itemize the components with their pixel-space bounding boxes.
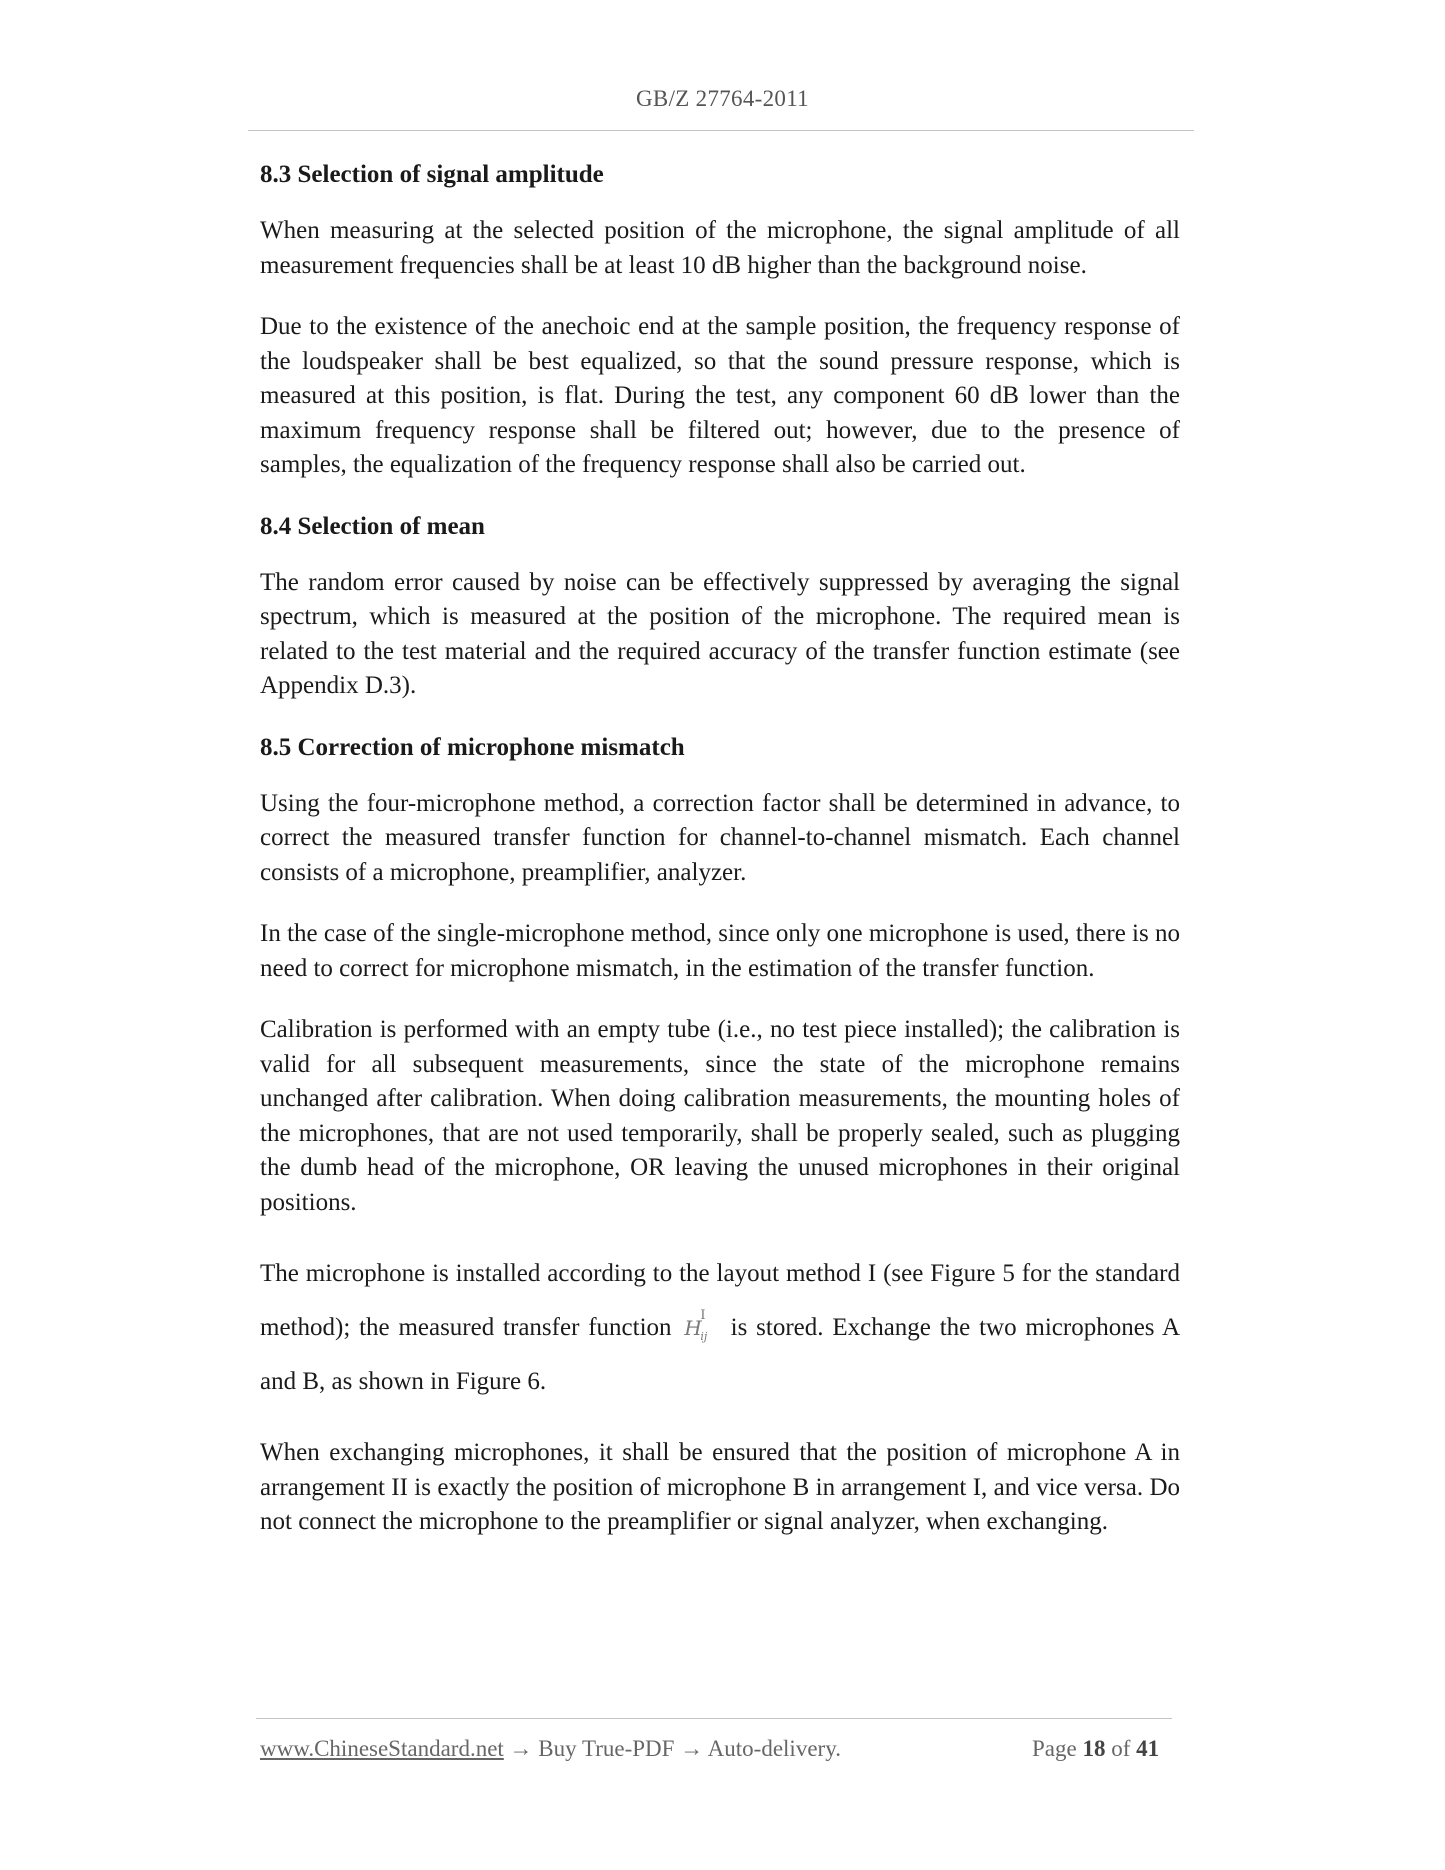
section-8-5-paragraph-5: When exchanging microphones, it shall be ensured that the position of microphone A in arrangement II is exactly the position of microphone B in arrangement I, and vice versa. Do not connect the microphone to the preamplifier or signal analyzer, when exchanging. [260, 1439, 1180, 1535]
buy-text: Buy True-PDF [538, 1736, 675, 1761]
header-divider [248, 130, 1194, 131]
site-link[interactable]: www.ChineseStandard.net [260, 1736, 504, 1761]
arrow-icon: → [509, 1736, 533, 1761]
section-8-4-heading: 8.4 Selection of mean [260, 512, 485, 540]
footer-promo [260, 1736, 841, 1762]
section-8-3-paragraph-1: When measuring at the selected position of the microphone, the signal amplitude of all measurement frequencies shall be at least 10 dB higher than the background noise. [260, 217, 1180, 279]
document-body [260, 158, 1180, 1567]
page-number [1032, 1736, 1159, 1762]
section-8-3-heading: 8.3 Selection of signal amplitude [260, 161, 604, 188]
section-8-5-paragraph-3: Calibration is performed with an empty tube (i.e., no test piece installed); the calibration is valid for all subsequent measurements, since the state of the microphone remains unchanged after calibration. When doing calibration measurements, the mounting holes of the microphones, that are not used temporarily, shall be properly sealed, such as plugging the dumb head of the microphone, OR leaving the unused microphones in their original positions. [260, 1016, 1180, 1216]
formula-base: H [684, 1316, 702, 1340]
page-of: of [1111, 1736, 1131, 1761]
document-id-header: GB/Z 27764-2011 [636, 86, 809, 111]
delivery-text: Auto-delivery. [707, 1736, 841, 1761]
footer-divider [256, 1718, 1172, 1719]
section-8-5-paragraph-4 [260, 1247, 1180, 1409]
section-8-5-paragraph-2: In the case of the single-microphone method, since only one microphone is used, there is no need to correct for microphone mismatch, in the estimation of the transfer function. [260, 920, 1180, 982]
section-8-3-paragraph-2: Due to the existence of the anechoic end at the sample position, the frequency response of the loudspeaker shall be best equalized, so that the sound pressure response, which is measured at this position, is flat. During the test, any component 60 dB lower than the maximum frequency response shall be filtered out; however, due to the presence of samples, the equalization of the frequency response shall also be carried out. [260, 313, 1180, 478]
page-prefix: Page [1032, 1736, 1077, 1761]
section-8-5-heading: 8.5 Correction of microphone mismatch [260, 733, 685, 761]
page-current: 18 [1082, 1736, 1106, 1761]
section-8-4-paragraph-1: The random error caused by noise can be effectively suppressed by averaging the signal spectrum, which is measured at the position of the microphone. The required mean is related to the test material and the required accuracy of the transfer function estimate (see Appendix D.3). [260, 568, 1180, 699]
paragraph-4-text-after: is stored. Exchange the two microphones A and B, as shown in Figure 6. [260, 1314, 1181, 1395]
formula-superscript: I [700, 1308, 706, 1323]
formula-subscript: ij [700, 1330, 708, 1343]
page-total: 41 [1136, 1736, 1160, 1761]
paragraph-4-text-before: The microphone is installed according to the layout method I (see Figure 5 for the standard method); the measured transfer function [260, 1260, 1180, 1341]
transfer-function-formula [684, 1301, 715, 1355]
section-8-5-paragraph-1: Using the four-microphone method, a correction factor shall be determined in advance, to correct the measured transfer function for channel-to-channel mismatch. Each channel consists of a microphone, preamplifier, analyzer. [260, 789, 1180, 886]
arrow-icon: → [680, 1736, 704, 1761]
